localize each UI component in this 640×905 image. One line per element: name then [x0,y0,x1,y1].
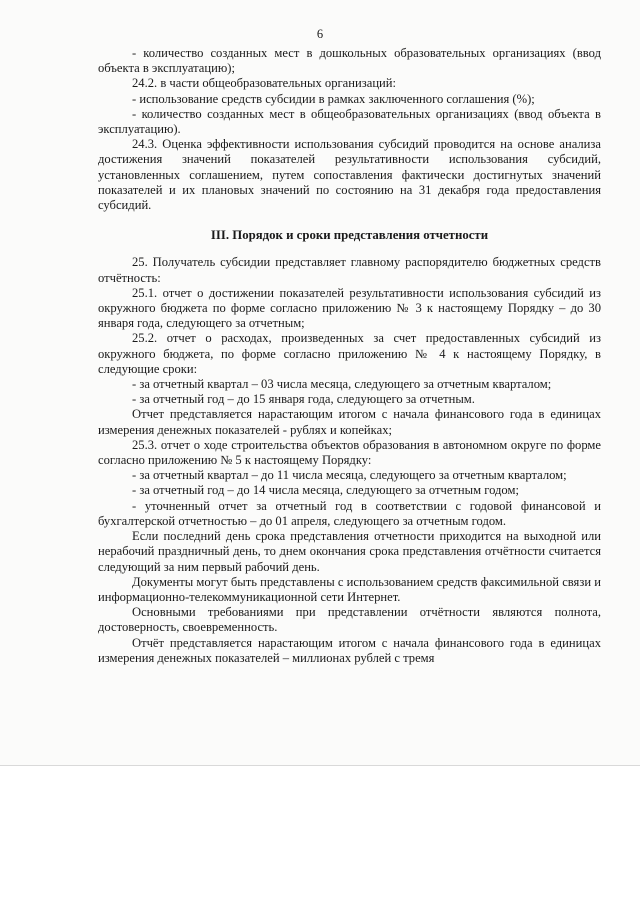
paragraph: 25.3. отчет о ходе строительства объектов образования в автономном округе по форме согласно приложению № 5 к настоящему Порядку: [98,437,601,468]
paragraph: - использование средств субсидии в рамках заключенного соглашения (%); [132,91,535,106]
paragraph: 24.3. Оценка эффективности использования субсидий проводится на основе анализа достижения значений показателей результативности использования субсидий, установленных соглашением, путем сопоставления фактически достигнутых значений показателей и их плановых значений по состоянию на 31 декабря года предоставления субсидий. [98,137,601,213]
paragraph: - количество созданных мест в дошкольных образовательных организациях (ввод объекта в эксплуатацию); [98,46,601,76]
paragraph: 25.2. отчет о расходах, произведенных за счет предоставленных субсидий из окружного бюджета, по форме согласно приложению № 4 к настоящему Порядку, в следующие сроки: [98,331,601,376]
page-number: 6 [316,27,324,41]
paragraph: Основными требованиями при представлении отчётности являются полнота, достоверность, своевременность. [98,605,601,635]
paragraph: - за отчетный квартал – до 11 числа месяца, следующего за отчетным кварталом; [132,468,567,483]
paragraph: - за отчетный год – до 14 числа месяца, следующего за отчетным годом; [132,483,519,498]
document-body [98,46,601,666]
paragraph: 24.2. в части общеобразовательных организаций: [132,76,397,91]
paragraph: Отчёт представляется нарастающим итогом с начала финансового года в единицах измерения денежных показателей – миллионах рублей с тремя [98,635,601,665]
paragraph: Документы могут быть представлены с использованием средств факсимильной связи и информационно-телекоммуникационной сети Интернет. [98,574,601,604]
section-heading: III. Порядок и сроки представления отчетности [210,228,489,243]
paragraph: - за отчетный год – до 15 января года, следующего за отчетным. [132,392,475,407]
paragraph: - количество созданных мест в общеобразовательных организациях (ввод объекта в эксплуатацию). [98,106,601,137]
paragraph: - за отчетный квартал – 03 числа месяца, следующего за отчетным кварталом; [132,377,552,392]
paragraph: - уточненный отчет за отчетный год в соответствии с годовой финансовой и бухгалтерской отчетностью – до 01 апреля, следующего за отчетным годом. [98,498,601,528]
paragraph: Если последний день срока представления отчетности приходится на выходной или нерабочий праздничный день, то днем окончания срока представления отчётности считается следующий за ним первый рабочий день. [98,529,601,574]
paragraph: 25. Получатель субсидии представляет главному распорядителю бюджетных средств отчётность: [98,255,601,285]
paragraph: Отчет представляется нарастающим итогом с начала финансового года в единицах измерения денежных показателей - рублях и копейках; [98,407,601,437]
paragraph: 25.1. отчет о достижении показателей результативности использования субсидий из окружного бюджета по форме согласно приложению № 3 к настоящему Порядку – до 30 января года, следующего за отчетным; [98,285,601,331]
